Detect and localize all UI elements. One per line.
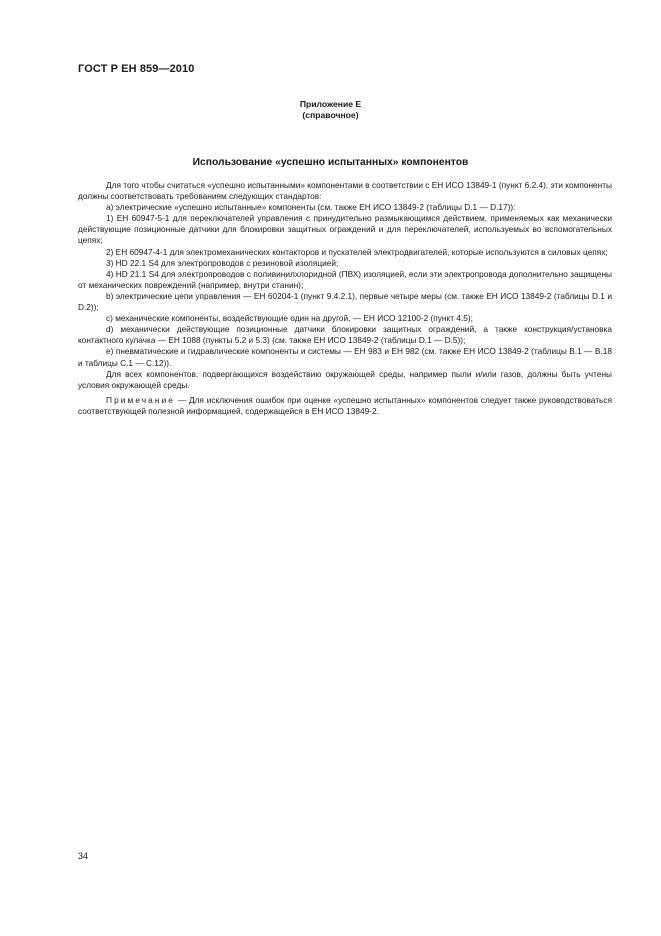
note-label: Примечание: [106, 394, 176, 405]
annex-body: [78, 180, 612, 417]
list-item-a1: 1) ЕН 60947-5-1 для переключателей управления с принудительно размыкающимся действием, применяемых как механически действующие позиционные датчики для блокировки защитных ограждений и для переключателей, используемых во вспомогательных цепях;: [78, 213, 612, 246]
list-item-c: c) механические компоненты, воздействующие один на другой, — ЕН ИСО 12100-2 (пункт 4.5);: [106, 313, 473, 324]
annex-title: Использование «успешно испытанных» компонентов: [192, 157, 469, 168]
note-paragraph: [78, 395, 612, 417]
intro-paragraph: Для того чтобы считаться «успешно испытанными» компонентами в соответствии с ЕН ИСО 13849-1 (пункт 6.2.4), эти компоненты должны соответствовать требованиям следующих стандартов:: [78, 180, 612, 202]
page-number: 34: [78, 851, 89, 861]
environment-paragraph: Для всех компонентов, подвергающихся воздействию окружающей среды, например пыли и/или газов, должны быть учтены условия окружающей среды.: [78, 368, 612, 390]
annex-kind: (справочное): [302, 110, 359, 120]
list-item-a4: 4) HD 21.1 S4 для электропроводов с поливинилхлоридной (ПВХ) изоляцией, если эти электропровода дополнительно защищены от механических повреждений (например, внутри станин);: [78, 268, 612, 290]
annex-heading: [0, 99, 661, 121]
list-item-a2: 2) ЕН 60947-4-1 для электромеханических контакторов и пускателей электродвигателей, которые используются в силовых цепях;: [106, 246, 608, 257]
list-item-e: e) пневматические и гидравлические компоненты и системы — ЕН 983 и ЕН 982 (см. также ЕН ИСО 13849-2 (таблицы B.1 — B.18 и таблицы C.1 — C.12)).: [78, 346, 612, 368]
list-item-b: b) электрические цепи управления — ЕН 60204-1 (пункт 9.4.2.1), первые четыре меры (см. также ЕН ИСО 13849-2 (таблицы D.1 и D.2));: [78, 290, 612, 313]
annex-label: Приложение Е: [299, 99, 362, 109]
document-header: ГОСТ Р ЕН 859—2010: [78, 63, 195, 75]
note-text: — Для исключения ошибок при оценке «успешно испытанных» компонентов следует также руководствоваться соответствующей полезной информацией, содержащейся в ЕН ИСО 13849-2.: [78, 394, 612, 416]
list-item-d: d) механически действующие позиционные датчики блокировки защитных ограждений, а также конструкция/установка контактного кулачка — ЕН 1088 (пункты 5.2 и 5.3) (см. также ЕН ИСО 13849-2 (таблицы D.1 — D.5));: [78, 324, 612, 346]
list-item-a3: 3) HD 22.1 S4 для электропроводов с резиновой изоляцией;: [106, 257, 339, 268]
list-item-a: a) электрические «успешно испытанные» компоненты (см. также ЕН ИСО 13849-2 (таблицы D.1 — D.17)):: [106, 202, 516, 213]
